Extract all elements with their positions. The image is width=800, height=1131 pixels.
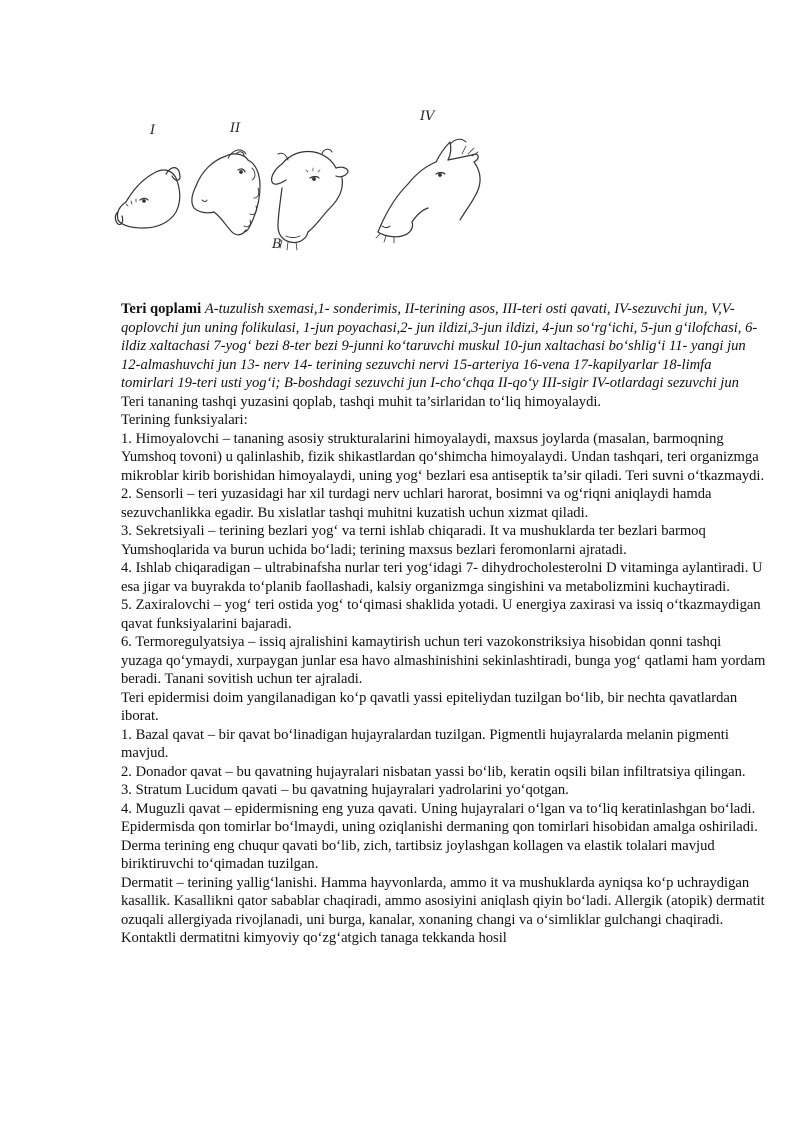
figure-label-iv: IV: [420, 109, 435, 124]
cow-head-drawing: [272, 149, 348, 250]
paragraph-function-2: 2. Sensorli – teri yuzasidagi har xil turdagi nerv uchlari harorat, bosimni va og‘riqni aniqlaydi hamda sezuvchanlikka egadir. Bu xislatlar tashqi muhitni kuzatish uchun xizmat qiladi.: [121, 486, 712, 521]
sheep-head-drawing: [192, 150, 260, 235]
animal-heads-drawing: [110, 108, 510, 258]
figure-label-ii: II: [230, 121, 241, 136]
paragraph-intro: Teri tananing tashqi yuzasini qoplab, tashqi muhit ta’sirlaridan to‘liq himoyalaydi.: [121, 393, 602, 410]
caption-title: Teri qoplami: [121, 301, 202, 317]
paragraph-functions-heading: Terining funksiyalari:: [121, 412, 248, 428]
paragraph-function-6: 6. Termoregulyatsiya – issiq ajralishini kamaytirish uchun teri vazokonstriksiya hisobidan qonni tashqi yuzaga qo‘ymaydi, xurpaygan junlar esa havo almashinishini sekinlashtiradi, bunga yog‘ qatlami ham yordam beradi. Tanani sovitish uchun ter ajraladi.: [121, 634, 766, 687]
paragraph-layer-2: 2. Donador qavat – bu qavatning hujayralari nisbatan yassi bo‘lib, keratin oqsili bilan infiltratsiya qilingan.: [121, 763, 746, 780]
document-text: [121, 300, 766, 948]
figure-label-i: I: [150, 123, 156, 138]
figure-caption: [121, 300, 766, 393]
horse-head-drawing: [376, 139, 480, 243]
paragraph-layer-4: 4. Muguzli qavat – epidermisning eng yuza qavati. Uning hujayralari o‘lgan va to‘liq keratinlashgan bo‘ladi. Epidermisda qon tomirlar bo‘lmaydi, uning oziqlanishi dermaning qon tomirlari hisobidan amalga oshiriladi.: [121, 800, 758, 835]
paragraph-function-1: 1. Himoyalovchi – tananing asosiy strukturalarini himoyalaydi, maxsus joylarda (masalan, barmoqning Yumshoq tovoni) u qalinlashib, fizik shikastlardan qo‘shimcha himoyalaydi. Undan tashqari, teri organizmga mikroblar kirib borishidan himoyalaydi, uning yog‘ bezlari esa antiseptik ta’sir qiladi. Teri suvni o‘tkazmaydi.: [121, 430, 765, 484]
figure-label-b: B: [272, 237, 282, 252]
paragraph-function-5: 5. Zaxiralovchi – yog‘ teri ostida yog‘ to‘qimasi shaklida yotadi. U energiya zaxirasi va issiq o‘tkazmaydigan qavat funksiyalarini bajaradi.: [121, 597, 761, 632]
paragraph-function-3: 3. Sekretsiyali – terining bezlari yog‘ va terni ishlab chiqaradi. It va mushuklarda ter bezlari barmoq Yumshoqlarida va burun uchida bo‘ladi; terining maxsus bezlari feromonlarni ajratadi.: [121, 523, 706, 558]
pig-head-drawing: [115, 168, 180, 228]
caption-text: A-tuzulish sxemasi,1- sonderimis, II-terining asos, III-teri osti qavati, IV-sezuvchi jun, V,V-qoplovchi jun uning folikulasi, 1-jun poyachasi,2- jun ildizi,3-jun ildizi, 4-jun so‘rg‘ichi, 5-jun g‘ilofchasi, 6-ildiz xaltachasi 7-yog‘ bezi 8-ter bezi 9-junni ko‘taruvchi muskul 10-jun xaltachasi bo‘shlig‘i 11- yangi jun 12-almashuvchi jun 13- nerv 14- terining sezuvchi nervi 15-arteriya 16-vena 17-kapilyarlar 18-limfa tomirlari 19-teri usti yog‘i; B-boshdagi sezuvchi jun I-cho‘chqa II-qo‘y III-sigir IV-otlardagi sezuvchi jun: [121, 301, 758, 391]
paragraph-function-4: 4. Ishlab chiqaradigan – ultrabinafsha nurlar teri yog‘idagi 7- dihydrocholesterolni D vitaminga aylantiradi. U esa jigar va buyrakda to‘planib faollashadi, kalsiy organizmga singishini va metabolizmini kuchaytiradi.: [121, 560, 763, 595]
paragraph-layer-3: 3. Stratum Lucidum qavati – bu qavatning hujayralari yadrolarini yo‘qotgan.: [121, 782, 569, 798]
paragraph-layer-1: 1. Bazal qavat – bir qavat bo‘linadigan hujayralardan tuzilgan. Pigmentli hujayralarda melanin pigmenti mavjud.: [121, 726, 729, 761]
paragraph-derma: Derma terining eng chuqur qavati bo‘lib, zich, tartibsiz joylashgan kollagen va elastik tolalari mavjud biriktiruvchi to‘qimadan tuzilgan.: [121, 837, 715, 872]
paragraph-dermatitis: Dermatit – terining yallig‘lanishi. Hamma hayvonlarda, ammo it va mushuklarda ayniqsa ko‘p uchraydigan kasallik. Kasallikni qator sabablar chaqiradi, ammo asosiyini aniqlash qiyin bo‘ladi. Allergik (atopik) dermatit ozuqali allergiyada rivojlanadi, uni burga, kanalar, xonaning changi va o‘simliklar gulchangi chaqiradi. Kontaktli dermatitni kimyoviy qo‘zg‘atgich tanaga tekkanda hosil: [121, 874, 765, 946]
animal-heads-figure: [110, 108, 510, 258]
paragraph-epidermis: Teri epidermisi doim yangilanadigan ko‘p qavatli yassi epiteliydan tuzilgan bo‘lib, bir nechta qavatlardan iborat.: [121, 689, 738, 724]
